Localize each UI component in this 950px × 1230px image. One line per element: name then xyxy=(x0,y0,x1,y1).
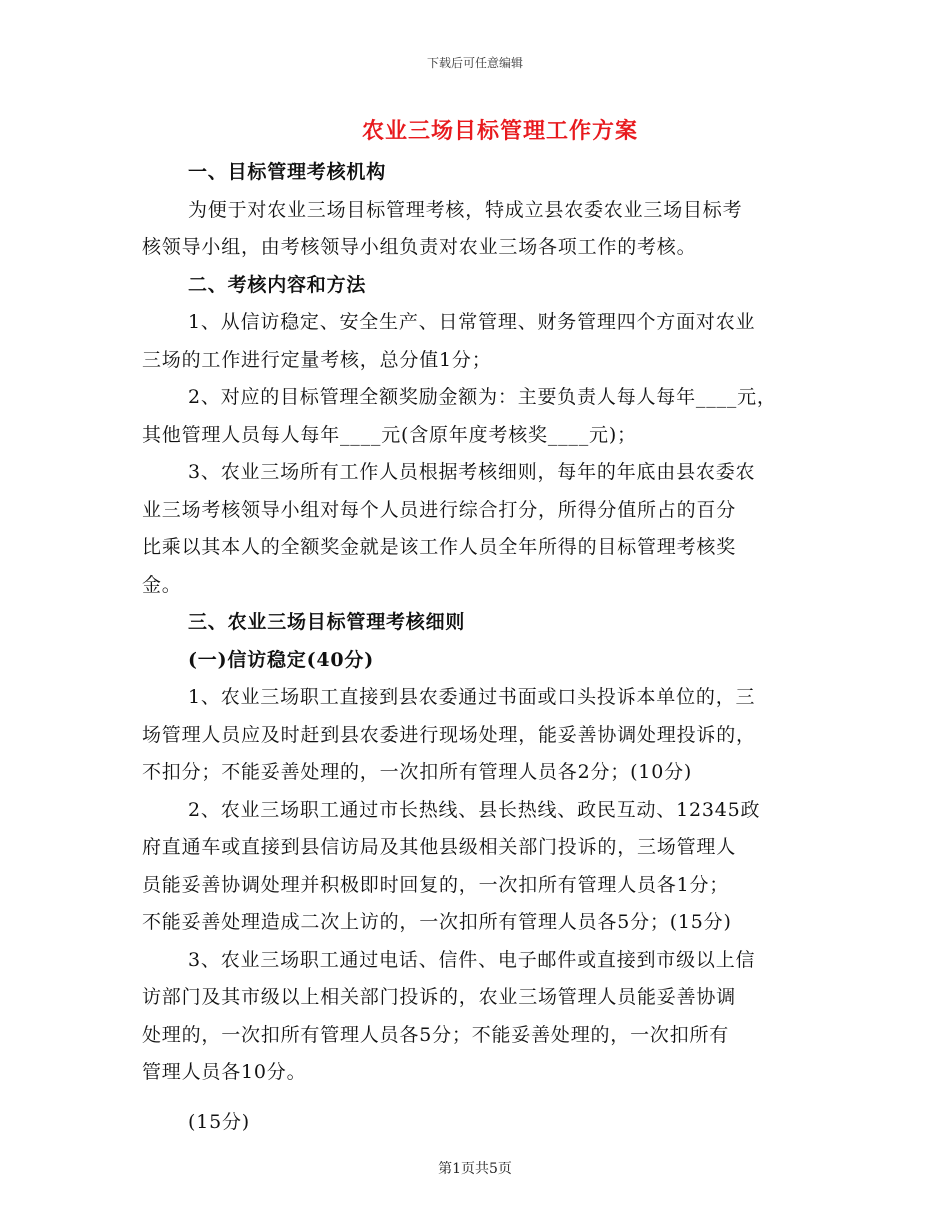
body-line: 访部门及其市级以上相关部门投诉的，农业三场管理人员能妥善协调 xyxy=(142,986,737,1008)
body-line: 2、农业三场职工通过市长热线、县长热线、政民互动、12345政 xyxy=(188,798,761,821)
section-heading: 二、考核内容和方法 xyxy=(188,273,367,296)
document-body xyxy=(142,154,814,1141)
body-line: 2、对应的目标管理全额奖励金额为：主要负责人每人每年____元， xyxy=(188,386,777,408)
body-line: 3、农业三场职工通过电话、信件、电子邮件或直接到市级以上信 xyxy=(188,948,756,971)
section-heading: 一、目标管理考核机构 xyxy=(188,161,387,183)
trailing-line: (15分) xyxy=(188,1110,251,1133)
body-line: 为便于对农业三场目标管理考核，特成立县农委农业三场目标考 xyxy=(188,198,743,221)
body-line: 3、农业三场所有工作人员根据考核细则，每年的年底由县农委农 xyxy=(188,461,756,483)
section-heading: 三、农业三场目标管理考核细则 xyxy=(188,611,466,633)
body-line: 员能妥善协调处理并积极即时回复的，一次扣所有管理人员各1分； xyxy=(142,873,730,896)
paragraph-gap xyxy=(142,1092,814,1104)
header-note: 下载后可任意编辑 xyxy=(426,56,523,70)
body-line: 其他管理人员每人每年____元(含原年度考核奖____元)； xyxy=(142,423,637,446)
document-title: 农业三场目标管理工作方案 xyxy=(361,118,638,144)
body-line: 管理人员各10分。 xyxy=(142,1061,307,1083)
body-line: 不扣分；不能妥善处理的，一次扣所有管理人员各2分；(10分) xyxy=(142,761,693,783)
page-footer: 第1页共5页 xyxy=(438,1161,512,1177)
body-line: 1、从信访稳定、安全生产、日常管理、财务管理四个方面对农业 xyxy=(188,311,756,333)
body-line: 府直通车或直接到县信访局及其他县级相关部门投诉的，三场管理人 xyxy=(142,836,737,858)
section-heading: (一)信访稳定(40分) xyxy=(188,648,374,671)
body-line: 三场的工作进行定量考核，总分值1分； xyxy=(142,348,492,371)
body-line: 比乘以其本人的全额奖金就是该工作人员全年所得的目标管理考核奖 xyxy=(142,536,737,558)
body-line: 核领导小组，由考核领导小组负责对农业三场各项工作的考核。 xyxy=(142,236,697,258)
body-line: 场管理人员应及时赶到县农委进行现场处理，能妥善协调处理投诉的， xyxy=(142,723,756,746)
body-line: 处理的，一次扣所有管理人员各5分；不能妥善处理的，一次扣所有 xyxy=(142,1023,730,1046)
body-line: 金。 xyxy=(142,573,182,596)
body-line: 不能妥善处理造成二次上访的，一次扣所有管理人员各5分；(15分) xyxy=(142,911,732,933)
body-line: 1、农业三场职工直接到县农委通过书面或口头投诉本单位的，三 xyxy=(188,686,756,708)
body-line: 业三场考核领导小组对每个人员进行综合打分，所得分值所占的百分 xyxy=(142,498,737,521)
body-lines xyxy=(142,154,814,1092)
